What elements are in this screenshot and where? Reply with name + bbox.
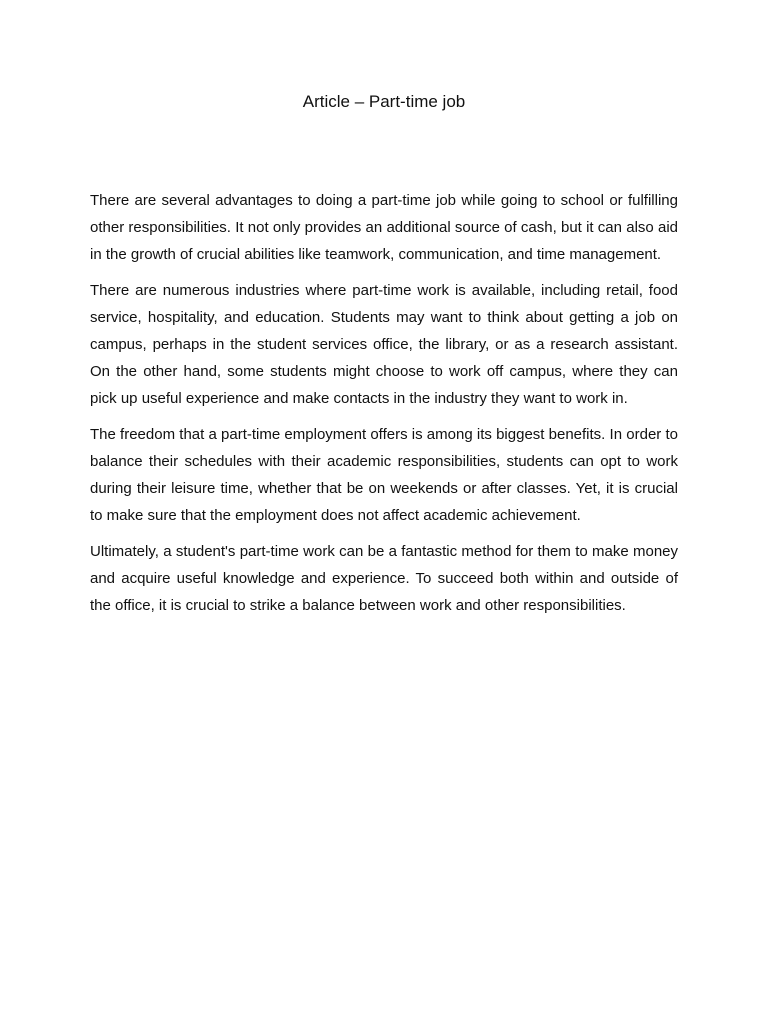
paragraph-4: Ultimately, a student's part-time work can be a fantastic method for them to make money and acquire useful knowledge and experience. To succeed both within and outside of the office, it is crucial to strike a balance between work and other responsibilities.: [90, 543, 678, 614]
paragraph-2: There are numerous industries where part-time work is available, including retail, food service, hospitality, and education. Students may want to think about getting a job on campus, perhaps in the student services office, the library, or as a research assistant. On the other hand, some students might choose to work off campus, where they can pick up useful experience and make contacts in the industry they want to work in.: [90, 282, 678, 407]
paragraph-3: The freedom that a part-time employment offers is among its biggest benefits. In order to balance their schedules with their academic responsibilities, students can opt to work during their leisure time, whether that be on weekends or after classes. Yet, it is crucial to make sure that the employment does not affect academic achievement.: [90, 426, 678, 524]
article-title: Article – Part-time job: [302, 92, 466, 111]
article-body: [90, 187, 678, 619]
paragraph-1: There are several advantages to doing a part-time job while going to school or fulfilling other responsibilities. It not only provides an additional source of cash, but it can also aid in the growth of crucial abilities like teamwork, communication, and time management.: [90, 192, 678, 263]
